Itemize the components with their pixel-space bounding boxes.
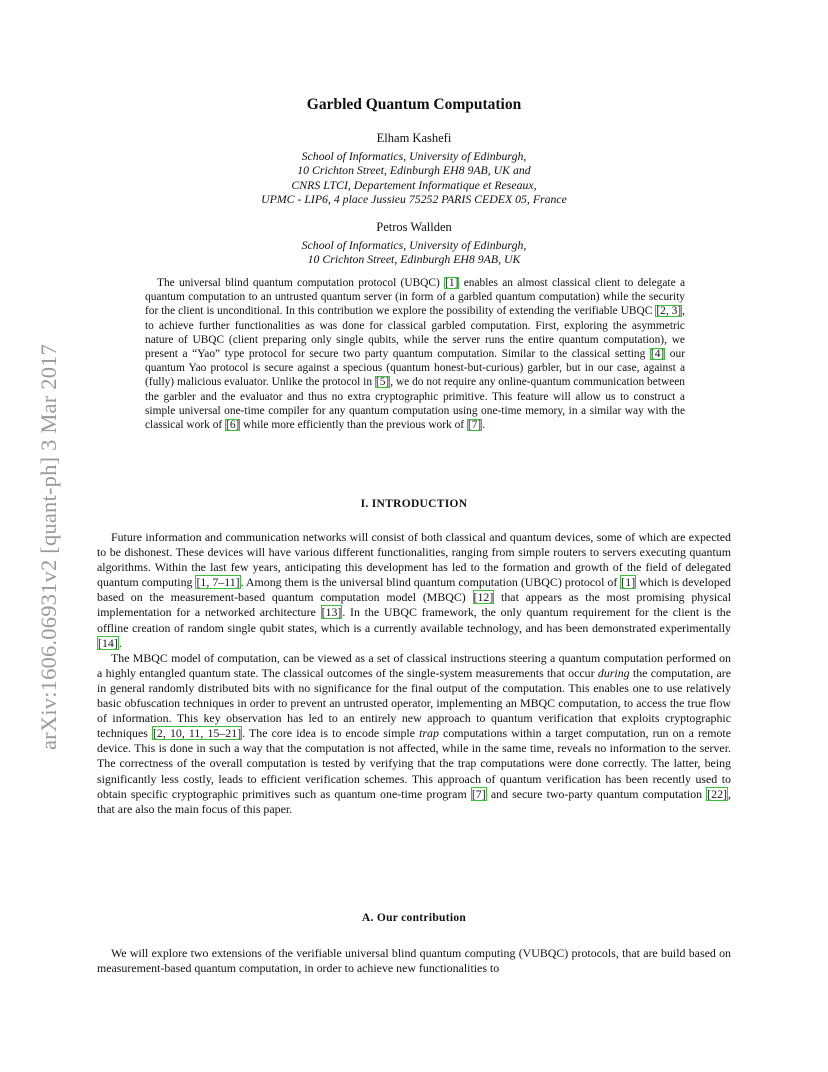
body-text: the computation, are in general randomly distributed bits with no significance for the final output of the computation. This enables one to use relatively basic obfuscation techniques in order to prevent an untrusted operator, implementing an MBQC computation, to access the true flow of information. This key observation has led to an entirely new approach to quantum verification that exploits cryptographic techniques (97, 665, 731, 741)
body-text: and secure two-party quantum computation (486, 786, 707, 801)
body-text: . The core idea is to encode simple (242, 726, 420, 741)
arxiv-sidebar (14, 270, 61, 750)
abstract-text: , to achieve further functionalities as was done for classical garbled computation. First, exploring the asymmetric nature of UBQC (client preparing only single qubits, while the server runs the entire quantum computation), we present a “Yao” type protocol for secure two party quantum computation. Similar to the classical setting (145, 305, 685, 361)
body-text: , that are also the main focus of this paper. (97, 786, 731, 816)
citation-link[interactable]: [1] (445, 277, 459, 289)
emphasis-text: during (597, 665, 630, 680)
abstract-text: The universal blind quantum computation protocol (UBQC) (157, 277, 445, 289)
citation-link[interactable]: [1, 7–11] (196, 575, 240, 590)
citation-link[interactable]: [2, 3] (656, 305, 682, 318)
citation-link[interactable]: [1] (621, 575, 636, 590)
body-text: computations within a target computation, run on a remote device. This is done in such a way that the computation is not affected, while in the same time, reveals no information to the server. The correctness of the overall computation is tested by verifying that the trap computations were done correctly. The latter, being significantly less costly, leads to efficient verification schemes. This approach of quantum verification has been recently used to obtain specific cryptographic primitives such as quantum one-time program (97, 726, 731, 801)
author-block-2 (0, 220, 828, 267)
author-name: Elham Kashefi (376, 131, 452, 145)
citation-link[interactable]: [4] (650, 348, 665, 361)
paragraph: We will explore two extensions of the verifiable universal blind quantum computing (VUBQC) protocols, that are build based on measurement-based quantum computation, in order to achieve new functionalities to (97, 946, 731, 976)
citation-link[interactable]: [6] (226, 419, 240, 432)
our-contribution-body (97, 946, 731, 976)
abstract-text: . (482, 419, 486, 432)
body-text: Future information and communication networks will consist of both classical and quantum devices, some of which are expected to be dishonest. These devices will have various different functionalities, ranging from simple routers to servers executing quantum algorithms. Within the last few years, anticipating this development has led to the formation and growth of the field of delegated quantum computing (97, 530, 731, 590)
affiliation-line: School of Informatics, University of Edinburgh, (301, 238, 527, 253)
citation-link[interactable]: [7] (467, 419, 482, 432)
affiliation-line: 10 Crichton Street, Edinburgh EH8 9AB, UK and (297, 163, 531, 178)
author-name: Petros Wallden (376, 220, 452, 234)
citation-link[interactable]: [2, 10, 11, 15–21] (152, 726, 242, 741)
citation-link[interactable]: [5] (375, 376, 390, 389)
emphasis-text: trap (419, 726, 439, 741)
affiliation-line: 10 Crichton Street, Edinburgh EH8 9AB, UK (307, 252, 521, 267)
abstract-text: enables an almost classical client to delegate a quantum computation to an untrusted quantum server (in form of a garbled quantum computation) while the security for the client is unconditional. In this contribution we explore the possibility of extending the verifiable UBQC (145, 277, 685, 318)
paragraph (97, 530, 731, 651)
section-heading-introduction: I. INTRODUCTION (360, 498, 468, 510)
affiliation-line: UPMC - LIP6, 4 place Jussieu 75252 PARIS CEDEX 05, France (261, 191, 567, 206)
abstract-text: while more efficiently than the previous work of (240, 419, 467, 432)
introduction-body (97, 530, 731, 817)
affiliation-line: School of Informatics, University of Edinburgh, (301, 149, 527, 164)
citation-link[interactable]: [12] (473, 590, 494, 605)
citation-link[interactable]: [7] (471, 786, 486, 801)
body-text: that appears as the most promising physical implementation for a networked architecture (97, 590, 731, 620)
body-text: . In the UBQC framework, the only quantum requirement for the client is the offline creation of random single qubit states, which is a currently available technology, and has been demonstrated experimentally (97, 605, 731, 635)
citation-link[interactable]: [14] (98, 635, 118, 650)
citation-link[interactable]: [13] (321, 605, 342, 620)
abstract-text: , we do not require any online-quantum communication between the garbler and the evaluator and thus no extra cryptographic primitive. This feature will allow us to construct a simple universal one-time compiler for any quantum computation using one-time memory, in a similar way with the classical work of (145, 376, 685, 432)
citation-link[interactable]: [22] (707, 786, 728, 801)
paper-title: Garbled Quantum Computation (306, 96, 522, 113)
abstract (145, 276, 685, 432)
body-text: . (118, 635, 122, 650)
affiliation-line: CNRS LTCI, Departement Informatique et Reseaux, (291, 177, 537, 192)
paragraph (97, 651, 731, 817)
body-text: The MBQC model of computation, can be viewed as a set of classical instructions steering a quantum computation performed on a highly entangled quantum state. The classical outcomes of the single-system measurements that occur (97, 650, 731, 680)
subsection-heading-our-contribution: A. Our contribution (361, 912, 467, 924)
author-block-1 (0, 131, 828, 206)
body-text: . Among them is the universal blind quantum computation (UBQC) protocol of (240, 575, 621, 590)
abstract-text: our quantum Yao protocol is secure against a specious (quantum honest-but-curious) garbler, but in our case, against a (fully) malicious evaluator. Unlike the protocol in (145, 348, 685, 389)
body-text: which is developed based on the measurement-based quantum computation model (MBQC) (97, 575, 731, 605)
arxiv-identifier: arXiv:1606.06931v2 [quant-ph] 3 Mar 2017 (36, 343, 61, 750)
